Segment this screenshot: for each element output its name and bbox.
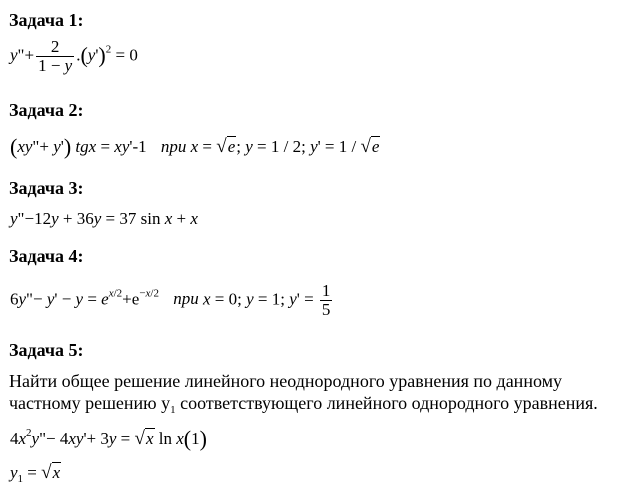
task-5-equation: $4x^2y"- 4xy'+ 3y = √x$ ln x(1): [10, 426, 207, 451]
task-3-equation: y"−12y + 36y = 37 sin x + x: [10, 209, 198, 228]
fraction: $\frac{1}{5}$: [321, 281, 331, 319]
condition-word: при: [173, 289, 199, 309]
task-5-description: [9, 370, 619, 414]
task-3-title: Задача 3:: [9, 178, 84, 198]
task-1-title: Задача 1:: [9, 10, 84, 30]
fraction: $\frac{2}{1 - y}$: [38, 37, 73, 75]
task-5-particular-solution: $y_1 = √x$: [10, 462, 61, 485]
task-5-text-line-2: частному решению $y_1$ соответствующего линейного однородного уравнения.: [9, 393, 598, 416]
task-4-title: Задача 4:: [9, 246, 84, 266]
task-4-equation: 6y"− $y' - y = e^{x/2}+e^{-x/2}$ при x = 0; y = 1; y' = $\frac{1}{5}$: [10, 281, 331, 319]
task-5-title: Задача 5:: [9, 340, 84, 360]
task-5-text-line-1: Найти общее решение линейного неоднородного уравнения по данному: [9, 371, 562, 391]
task-2-title: Задача 2:: [9, 100, 84, 120]
task-1-equation: y"+ $\frac{2}{1 - y}$ $.(y')^2 = 0$: [10, 37, 138, 75]
condition-word: при: [160, 137, 187, 156]
task-2-equation: (xy"+ y') tgx = xy'-1 при x = √e; y = 1 / 2; y' = 1 / √e: [10, 134, 380, 159]
